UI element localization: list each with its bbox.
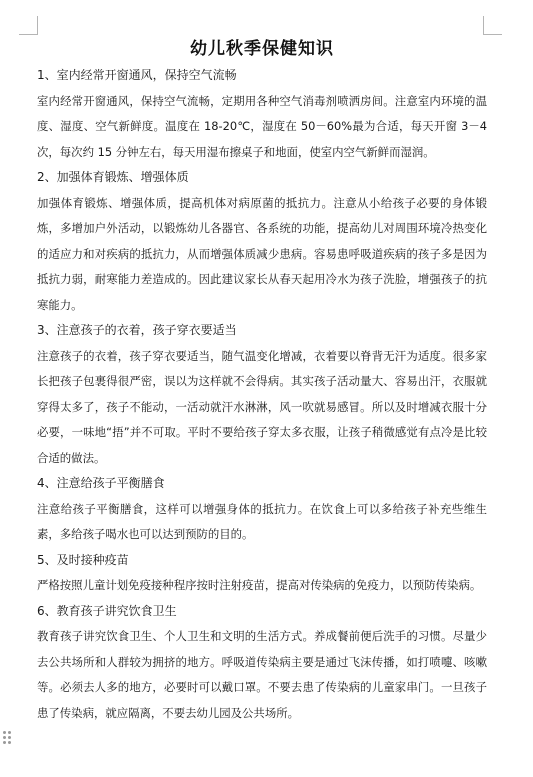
section-vaccination bbox=[37, 548, 487, 599]
document-page bbox=[37, 36, 487, 726]
page-corner-mark-top-right bbox=[483, 16, 502, 35]
section-paragraph: 教育孩子讲究饮食卫生、个人卫生和文明的生活方式。养成餐前便后洗手的习惯。尽量少去公共场所和人群较为拥挤的地方。呼吸道传染病主要是通过飞沫传播，如打喷嚏、咳嗽等。必须去人多的地方，必要时可以戴口罩。不要去患了传染病的儿童家串门。一旦孩子患了传染病，就应隔离，不要去幼儿园及公共场所。 bbox=[37, 629, 487, 720]
document-title: 幼儿秋季保健知识 bbox=[190, 39, 334, 59]
section-paragraph: 注意孩子的衣着，孩子穿衣要适当，随气温变化增减，衣着要以脊背无汗为适度。很多家长把孩子包裹得很严密，误以为这样就不会得病。其实孩子活动量大、容易出汗，衣服就穿得太多了，孩子不能动，一活动就汗水淋淋，风一吹就易感冒。所以及时增减衣服十分必要，一味地“捂”并不可取。平时不要给孩子穿太多衣服，让孩子稍微感觉有点冷是比较合适的做法。 bbox=[37, 348, 487, 465]
section-heading: 2、加强体育锻炼、增强体质 bbox=[37, 170, 189, 184]
section-heading: 6、教育孩子讲究饮食卫生 bbox=[37, 603, 177, 618]
drag-handle-icon[interactable] bbox=[3, 731, 11, 747]
section-heading: 4、注意给孩子平衡膳食 bbox=[37, 476, 165, 490]
section-paragraph: 加强体育锻炼、增强体质，提高机体对病原菌的抵抗力。注意从小给孩子必要的身体锻炼，多增加户外活动，以锻炼幼儿各器官、各系统的功能，提高幼儿对周围环境冷热变化的适应力和对疾病的抵抗力，从而增强体质减少患病。容易患呼吸道疾病的孩子多是因为抵抗力弱，耐寒能力差造成的。因此建议家长从春天起用冷水为孩子洗脸，增强孩子的抗寒能力。 bbox=[37, 195, 487, 312]
section-hygiene bbox=[37, 599, 487, 727]
section-heading: 3、注意孩子的衣着，孩子穿衣要适当 bbox=[37, 323, 237, 337]
section-ventilation bbox=[37, 63, 487, 165]
section-paragraph: 注意给孩子平衡膳食，这样可以增强身体的抵抗力。在饮食上可以多给孩子补充些维生素，多给孩子喝水也可以达到预防的目的。 bbox=[37, 501, 487, 541]
section-clothing bbox=[37, 318, 487, 471]
page-corner-mark-top-left bbox=[19, 16, 38, 35]
section-paragraph: 严格按照儿童计划免疫接种程序按时注射疫苗，提高对传染病的免疫力，以预防传染病。 bbox=[37, 578, 482, 592]
section-paragraph: 室内经常开窗通风，保持空气流畅，定期用各种空气消毒剂喷洒房间。注意室内环境的温度、湿度、空气新鲜度。温度在 18-20℃，湿度在 50－60%最为合适，每天开窗 3－4 次，每次约 15 分钟左右，每天用湿布擦桌子和地面，使室内空气新鲜而湿润。 bbox=[37, 93, 487, 159]
section-diet bbox=[37, 471, 487, 548]
section-exercise bbox=[37, 165, 487, 318]
section-heading: 5、及时接种疫苗 bbox=[37, 552, 129, 567]
section-heading: 1、室内经常开窗通风，保持空气流畅 bbox=[37, 68, 237, 82]
